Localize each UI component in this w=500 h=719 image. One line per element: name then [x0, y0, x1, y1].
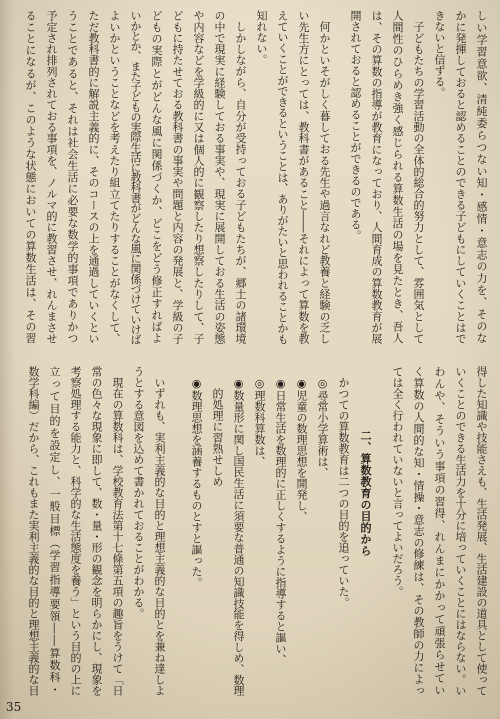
upper-text-block: [20, 10, 492, 344]
section-heading: 二、算数教育の目的から: [359, 430, 372, 557]
text-line: いかとか、また子どもの実際生活に教科書がどんな風に関係づけていけば: [129, 10, 142, 345]
text-line: ては全く行われていないと言ってよいだろう。: [391, 366, 404, 597]
text-line: く算数の人間的な知・情操・意志の修練は、その教師の力によっ: [412, 366, 425, 696]
text-line: ただ教科書的に解説主義的に、そのコースの上を通過していくとい: [87, 10, 100, 344]
list-item: ◉数量形に関し国民生活に須要な普通の知識技能を得しめ、数理: [232, 377, 245, 697]
list-item: ◉日常生活を数理的に正しくするように指導すると謳い、: [274, 377, 287, 665]
text-line: 考察処理する能力と、科学的な生活態度を養う」という目的の上に: [69, 366, 82, 696]
text-line: うことであると、それは社会生活に必要な数学的事項でありかつ: [66, 10, 79, 344]
text-line: しかしながら、自分が受持っておる子どもたちが、郷土の諸環境: [234, 21, 247, 344]
text-line: い先生方にとっては、教科書があること――それによって算数を教: [297, 10, 310, 344]
text-line: 立って目的を設定し、一般目標（学習指導要領――算数科・: [48, 366, 61, 696]
text-line: どもの実際とがどんな風に関係づくか、どこをどう修正すればよ: [150, 10, 163, 344]
text-line: や内容などを学級的に又は個人的に観察したり想察したりして、子: [192, 10, 205, 344]
text-line: わんや、そういう事項の習得、れんまにかかって頑張らせてい: [433, 366, 446, 696]
text-line: 現在の算数科は、学校教育法第十七條第五項の趣旨をうけて「日: [111, 377, 124, 696]
list-item: ◉数理思想を涵養するものとすと謳った。: [190, 377, 203, 588]
list-item: ◎尋常小学算術は、: [316, 377, 329, 478]
text-line: いずれも、実利主義的な目的と理想主義的な目的とを兼ね達しよ: [153, 377, 166, 696]
text-line: ることになるが、このような状態においての算数生活は、その習: [24, 10, 37, 344]
text-line: は、その算数の指導が教育になっており、人間育成の算数教育が展: [370, 10, 383, 344]
text-line: 予定され排列されておる事項を、ノルマ的に教習させ、れんまさせ: [45, 10, 58, 344]
text-line: の中で現実に経験しておる事実や、現実に展開しておる生活の姿態: [213, 10, 226, 344]
text-line: よいかということなどを考えたり組立てたりすることがなくして、: [108, 10, 121, 344]
text-line: えていくことができるということは、ありがたいと思われることかも: [276, 10, 289, 345]
text-line: しい学習意欲、清純委らつない知・感情・意志の力を、そのな: [475, 10, 488, 344]
text-line: うとする意図を込めて書かれておることがわかる。: [132, 366, 145, 619]
text-line: どもに持たせておる教科書の事実や問題と内容の発展と、学級の子: [171, 10, 184, 344]
text-line: 子どもたちの学習活動の全体的総合的努力として、雰囲気として: [412, 21, 425, 344]
text-line: 何かといそがしく暮しておる先生や過言なれど教養と経験の乏し: [318, 21, 331, 344]
text-line: 得した知識や技能さえも、生活発展、生活建設の道具として使って: [475, 366, 488, 696]
text-line: 常の色々な現象に即して、数・量・形の観念を明らかにし、現象を: [90, 366, 103, 696]
text-line: きないと信ずる。: [433, 10, 446, 98]
text-line: 人間性のひらめき強く感じられる算数生活の場を見たとき、吾人: [391, 10, 404, 344]
list-item: ◉児童の数理思想を開発し、: [295, 377, 308, 522]
text-line: かに発揮しておると認めることのできる子どもにしていくことはで: [454, 10, 467, 344]
list-item: 的処理に習熟せしめ: [211, 388, 224, 487]
section-intro: かつての算数教育は二つの目的を追っていた。: [337, 377, 350, 608]
page-number: 35: [6, 700, 22, 714]
text-line: いくことのできる生活力を十分に培っていくことにはならない。い: [454, 366, 467, 696]
list-item: ◎理数科算数は、: [253, 377, 266, 467]
text-line: 数学科編）だから、これもまた実利主義的な目的と理想主義的な目: [27, 366, 40, 696]
lower-text-block: [23, 366, 492, 696]
text-line: 開されておると認めることができるのである。: [349, 10, 362, 241]
text-line: 知れない。: [255, 10, 268, 65]
